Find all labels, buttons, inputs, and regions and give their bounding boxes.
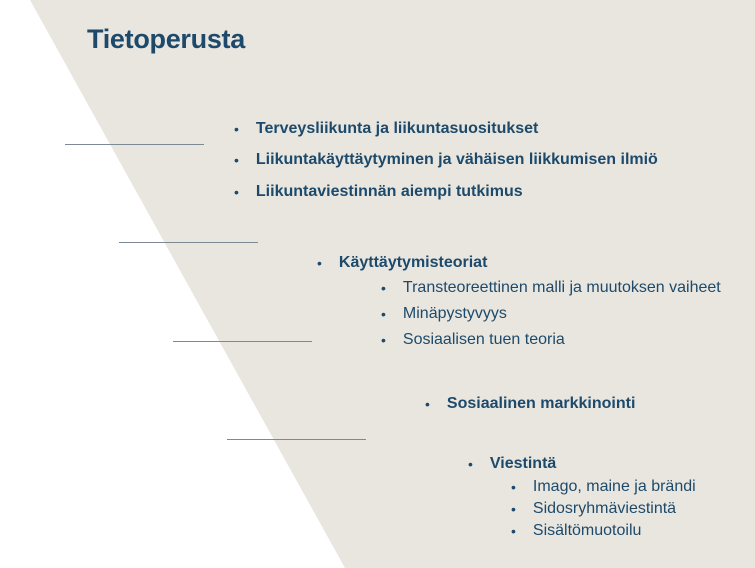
bullet-icon: • xyxy=(468,456,473,472)
bullet-icon: • xyxy=(425,396,430,412)
bullet-icon: • xyxy=(234,121,239,137)
bullet-icon: • xyxy=(381,332,386,348)
list-item-label: Sosiaalisen tuen teoria xyxy=(402,331,565,348)
list-item xyxy=(234,151,658,169)
list-item-label: Transteoreettinen malli ja muutoksen vaiheet xyxy=(402,279,721,296)
divider-line-2 xyxy=(119,242,258,243)
list-item-label: Sisältömuotoilu xyxy=(532,522,642,539)
list-item-label: Terveysliikunta ja liikuntasuositukset xyxy=(255,120,539,137)
divider-line-4 xyxy=(227,439,366,440)
list-item xyxy=(381,279,721,297)
list-item-label: Liikuntakäyttäytyminen ja vähäisen liikkumisen ilmiö xyxy=(255,151,658,168)
divider-line-3 xyxy=(173,341,312,342)
bullet-icon: • xyxy=(511,479,516,495)
list-item-label: Sidosryhmäviestintä xyxy=(532,500,677,517)
bullet-icon: • xyxy=(234,152,239,168)
bullet-icon: • xyxy=(234,184,239,200)
list-item xyxy=(511,522,641,540)
section-heading xyxy=(468,455,556,473)
divider-line-1 xyxy=(65,144,204,145)
bullet-icon: • xyxy=(317,255,322,271)
list-item xyxy=(381,331,565,349)
bullet-icon: • xyxy=(511,501,516,517)
slide-title: Tietoperusta xyxy=(87,24,245,54)
bullet-icon: • xyxy=(511,523,516,539)
bullet-icon: • xyxy=(381,280,386,296)
list-item xyxy=(234,120,538,138)
section-heading xyxy=(425,395,635,413)
section-heading xyxy=(317,254,487,272)
list-item-label: Liikuntaviestinnän aiempi tutkimus xyxy=(255,183,523,200)
list-item xyxy=(511,478,696,496)
list-item-label: Imago, maine ja brändi xyxy=(532,478,696,495)
heading-label: Sosiaalinen markkinointi xyxy=(446,395,636,412)
bullet-icon: • xyxy=(381,306,386,322)
list-item xyxy=(511,500,676,518)
list-item-label: Minäpystyvyys xyxy=(402,305,507,322)
list-item xyxy=(234,183,523,201)
heading-label: Käyttäytymisteoriat xyxy=(338,254,488,271)
list-item xyxy=(381,305,507,323)
heading-label: Viestintä xyxy=(489,455,557,472)
